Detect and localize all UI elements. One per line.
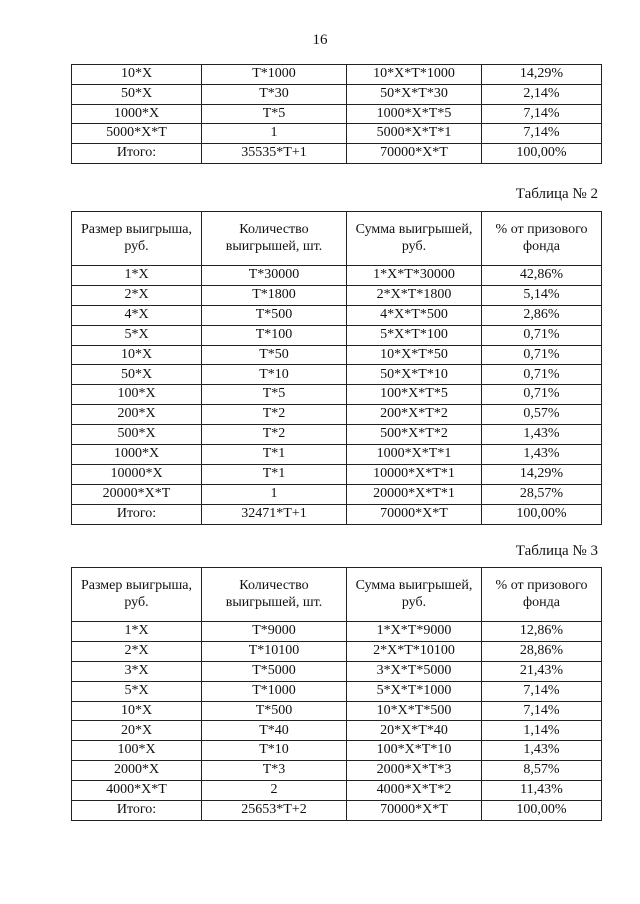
table-row <box>72 325 602 345</box>
cell-prize-count: T*10 <box>202 365 347 385</box>
cell-prize-size: 5*X <box>72 325 202 345</box>
table-row <box>72 345 602 365</box>
cell-prize-sum: 2000*X*T*3 <box>347 761 482 781</box>
cell-prize-count: T*5 <box>202 104 347 124</box>
table-row <box>72 425 602 445</box>
cell-fund-percent: 1,14% <box>482 721 602 741</box>
cell-prize-sum: 10*X*T*500 <box>347 701 482 721</box>
table-row <box>72 305 602 325</box>
cell-prize-size: 20000*X*T <box>72 484 202 504</box>
cell-prize-count: T*10100 <box>202 641 347 661</box>
table-row <box>72 741 602 761</box>
cell-prize-sum: 2*X*T*1800 <box>347 285 482 305</box>
cell-prize-sum: 4*X*T*500 <box>347 305 482 325</box>
cell-prize-size: Итого: <box>72 144 202 164</box>
cell-prize-sum: 1000*X*T*1 <box>347 445 482 465</box>
cell-prize-size: 100*X <box>72 385 202 405</box>
total-row <box>72 801 602 821</box>
cell-prize-count: T*500 <box>202 701 347 721</box>
cell-prize-size: 4*X <box>72 305 202 325</box>
cell-prize-sum: 70000*X*T <box>347 144 482 164</box>
cell-prize-size: 1000*X <box>72 104 202 124</box>
cell-prize-size: 10*X <box>72 345 202 365</box>
cell-fund-percent: 1,43% <box>482 425 602 445</box>
cell-prize-sum: 50*X*T*30 <box>347 84 482 104</box>
cell-prize-size: 4000*X*T <box>72 781 202 801</box>
cell-prize-sum: 20*X*T*40 <box>347 721 482 741</box>
table-3 <box>71 567 602 821</box>
cell-prize-sum: 2*X*T*10100 <box>347 641 482 661</box>
cell-fund-percent: 100,00% <box>482 504 602 524</box>
cell-prize-count: 25653*T+2 <box>202 801 347 821</box>
cell-prize-sum: 3*X*T*5000 <box>347 661 482 681</box>
cell-prize-size: 3*X <box>72 661 202 681</box>
table-3-caption: Таблица № 3 <box>515 543 598 559</box>
cell-prize-count: T*1000 <box>202 65 347 85</box>
table-1-body <box>72 65 602 164</box>
total-row <box>72 144 602 164</box>
table-row <box>72 641 602 661</box>
table-row <box>72 365 602 385</box>
table-row <box>72 681 602 701</box>
cell-prize-count: 1 <box>202 124 347 144</box>
cell-prize-size: 10000*X <box>72 464 202 484</box>
cell-prize-count: T*3 <box>202 761 347 781</box>
table-row <box>72 781 602 801</box>
cell-prize-sum: 70000*X*T <box>347 504 482 524</box>
cell-prize-size: 5000*X*T <box>72 124 202 144</box>
cell-fund-percent: 11,43% <box>482 781 602 801</box>
cell-prize-sum: 500*X*T*2 <box>347 425 482 445</box>
cell-prize-sum: 50*X*T*10 <box>347 365 482 385</box>
cell-prize-sum: 1000*X*T*5 <box>347 104 482 124</box>
cell-prize-size: 100*X <box>72 741 202 761</box>
cell-fund-percent: 14,29% <box>482 65 602 85</box>
cell-fund-percent: 7,14% <box>482 701 602 721</box>
table-3-header <box>72 568 602 622</box>
cell-prize-count: T*100 <box>202 325 347 345</box>
cell-prize-size: Итого: <box>72 801 202 821</box>
cell-prize-size: 2*X <box>72 285 202 305</box>
cell-fund-percent: 0,57% <box>482 405 602 425</box>
cell-prize-sum: 100*X*T*10 <box>347 741 482 761</box>
cell-fund-percent: 1,43% <box>482 741 602 761</box>
cell-prize-sum: 70000*X*T <box>347 801 482 821</box>
cell-prize-size: 1*X <box>72 622 202 642</box>
table-row <box>72 385 602 405</box>
header-prize-sum: Сумма выигрышей, руб. <box>347 568 482 622</box>
cell-prize-count: T*500 <box>202 305 347 325</box>
cell-fund-percent: 14,29% <box>482 464 602 484</box>
cell-prize-size: 2*X <box>72 641 202 661</box>
cell-fund-percent: 7,14% <box>482 681 602 701</box>
cell-fund-percent: 100,00% <box>482 144 602 164</box>
header-prize-count: Количество выигрышей, шт. <box>202 568 347 622</box>
cell-prize-size: 1*X <box>72 266 202 286</box>
cell-prize-sum: 10*X*T*50 <box>347 345 482 365</box>
header-row <box>72 568 602 622</box>
cell-fund-percent: 0,71% <box>482 325 602 345</box>
cell-fund-percent: 1,43% <box>482 445 602 465</box>
cell-fund-percent: 7,14% <box>482 104 602 124</box>
cell-prize-count: 2 <box>202 781 347 801</box>
cell-prize-count: T*30000 <box>202 266 347 286</box>
cell-prize-size: 1000*X <box>72 445 202 465</box>
cell-prize-sum: 4000*X*T*2 <box>347 781 482 801</box>
table-row <box>72 124 602 144</box>
cell-prize-sum: 100*X*T*5 <box>347 385 482 405</box>
cell-prize-sum: 10*X*T*1000 <box>347 65 482 85</box>
cell-prize-count: T*1 <box>202 445 347 465</box>
table-row <box>72 405 602 425</box>
table-2-caption: Таблица № 2 <box>515 186 598 202</box>
cell-prize-count: 35535*T+1 <box>202 144 347 164</box>
table-row <box>72 445 602 465</box>
cell-fund-percent: 2,86% <box>482 305 602 325</box>
table-row <box>72 65 602 85</box>
cell-prize-count: T*1 <box>202 464 347 484</box>
cell-prize-size: 2000*X <box>72 761 202 781</box>
header-row <box>72 212 602 266</box>
table-row <box>72 661 602 681</box>
cell-prize-size: 200*X <box>72 405 202 425</box>
table-row <box>72 84 602 104</box>
cell-prize-count: T*50 <box>202 345 347 365</box>
page-number: 16 <box>312 32 328 48</box>
table-2-body <box>72 266 602 525</box>
table-row <box>72 484 602 504</box>
cell-prize-count: T*2 <box>202 425 347 445</box>
table-3-body <box>72 622 602 821</box>
cell-fund-percent: 21,43% <box>482 661 602 681</box>
cell-fund-percent: 0,71% <box>482 385 602 405</box>
cell-prize-count: T*1800 <box>202 285 347 305</box>
cell-fund-percent: 0,71% <box>482 365 602 385</box>
cell-fund-percent: 0,71% <box>482 345 602 365</box>
header-prize-sum: Сумма выигрышей, руб. <box>347 212 482 266</box>
table-row <box>72 104 602 124</box>
cell-fund-percent: 2,14% <box>482 84 602 104</box>
cell-fund-percent: 8,57% <box>482 761 602 781</box>
cell-fund-percent: 5,14% <box>482 285 602 305</box>
header-fund-percent: % от призового фонда <box>482 568 602 622</box>
table-row <box>72 701 602 721</box>
cell-fund-percent: 7,14% <box>482 124 602 144</box>
table-row <box>72 266 602 286</box>
cell-prize-count: T*5 <box>202 385 347 405</box>
table-2-header <box>72 212 602 266</box>
cell-prize-size: 50*X <box>72 365 202 385</box>
cell-prize-sum: 200*X*T*2 <box>347 405 482 425</box>
cell-prize-size: Итого: <box>72 504 202 524</box>
cell-fund-percent: 12,86% <box>482 622 602 642</box>
cell-prize-count: T*40 <box>202 721 347 741</box>
cell-fund-percent: 28,57% <box>482 484 602 504</box>
cell-prize-count: T*2 <box>202 405 347 425</box>
header-prize-size: Размер выигрыша, руб. <box>72 568 202 622</box>
cell-prize-size: 10*X <box>72 701 202 721</box>
cell-fund-percent: 100,00% <box>482 801 602 821</box>
cell-fund-percent: 42,86% <box>482 266 602 286</box>
table-row <box>72 721 602 741</box>
cell-prize-count: T*30 <box>202 84 347 104</box>
cell-prize-sum: 5*X*T*100 <box>347 325 482 345</box>
cell-prize-sum: 10000*X*T*1 <box>347 464 482 484</box>
table-1-continuation <box>71 64 602 164</box>
table-row <box>72 622 602 642</box>
cell-fund-percent: 28,86% <box>482 641 602 661</box>
table-2 <box>71 211 602 525</box>
header-fund-percent: % от призового фонда <box>482 212 602 266</box>
cell-prize-count: 1 <box>202 484 347 504</box>
cell-prize-sum: 5000*X*T*1 <box>347 124 482 144</box>
cell-prize-count: T*9000 <box>202 622 347 642</box>
cell-prize-size: 500*X <box>72 425 202 445</box>
cell-prize-size: 50*X <box>72 84 202 104</box>
cell-prize-size: 10*X <box>72 65 202 85</box>
table-row <box>72 761 602 781</box>
table-row <box>72 464 602 484</box>
cell-prize-count: T*10 <box>202 741 347 761</box>
cell-prize-sum: 5*X*T*1000 <box>347 681 482 701</box>
cell-prize-size: 5*X <box>72 681 202 701</box>
table-row <box>72 285 602 305</box>
cell-prize-sum: 1*X*T*9000 <box>347 622 482 642</box>
cell-prize-size: 20*X <box>72 721 202 741</box>
cell-prize-count: T*1000 <box>202 681 347 701</box>
cell-prize-count: 32471*T+1 <box>202 504 347 524</box>
cell-prize-sum: 1*X*T*30000 <box>347 266 482 286</box>
header-prize-count: Количество выигрышей, шт. <box>202 212 347 266</box>
total-row <box>72 504 602 524</box>
header-prize-size: Размер выигрыша, руб. <box>72 212 202 266</box>
cell-prize-sum: 20000*X*T*1 <box>347 484 482 504</box>
cell-prize-count: T*5000 <box>202 661 347 681</box>
